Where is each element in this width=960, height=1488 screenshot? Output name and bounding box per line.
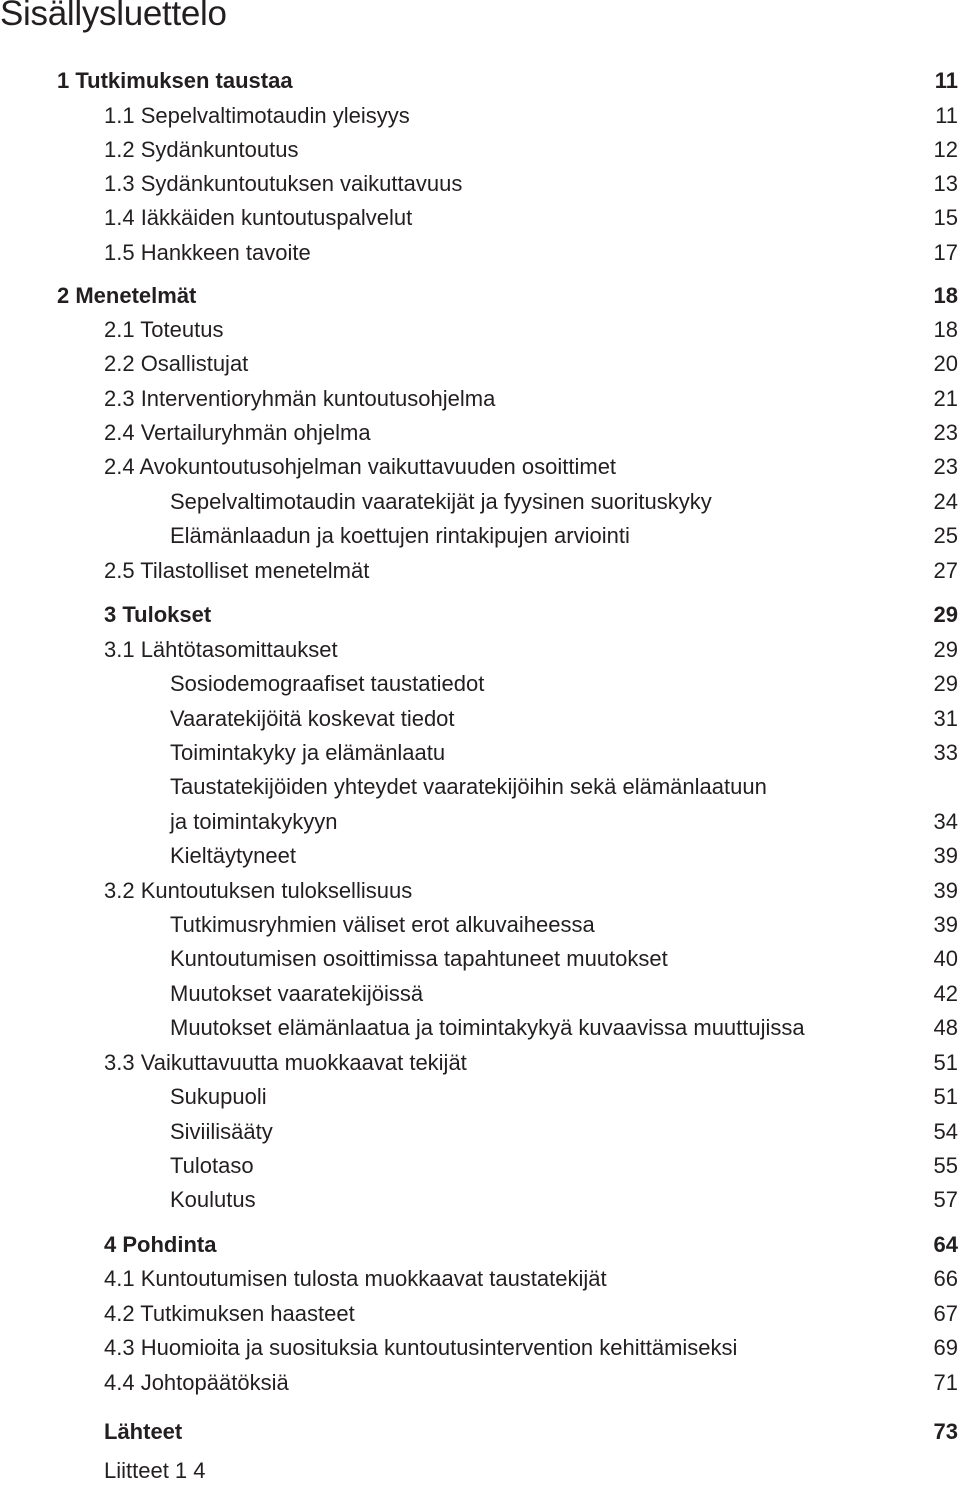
toc-subsection[interactable]: [0, 1115, 960, 1149]
toc-page-number: 23: [933, 454, 958, 479]
toc-entry-label: Tutkimusryhmien väliset erot alkuvaiheessa: [170, 912, 595, 937]
toc-entry-label: 1.1 Sepelvaltimotaudin yleisyys: [104, 103, 410, 128]
toc-entry-label: 2.1 Toteutus: [104, 317, 224, 342]
toc-entry-label: Taustatekijöiden yhteydet vaaratekijöihin sekä elämänlaatuun: [170, 774, 767, 799]
toc-page-number: 42: [933, 981, 958, 1006]
toc-page-number: 27: [933, 558, 958, 583]
toc-page-number: 20: [933, 351, 958, 376]
toc-references[interactable]: [0, 1415, 960, 1449]
toc-section-2-1[interactable]: [0, 313, 960, 347]
toc-page-number: 11: [934, 68, 958, 93]
toc-page-number: 29: [933, 602, 958, 627]
toc-subsection[interactable]: [0, 977, 960, 1011]
toc-page-number: 23: [933, 420, 958, 445]
toc-subsection[interactable]: [0, 839, 960, 873]
toc-section-2-4b[interactable]: [0, 450, 960, 484]
toc-page-number: 66: [933, 1266, 958, 1291]
toc-page-number: 18: [933, 283, 958, 308]
toc-entry-label: Sosiodemograafiset taustatiedot: [170, 671, 485, 696]
toc-entry-label: Kieltäytyneet: [170, 843, 296, 868]
toc-subsection[interactable]: [0, 908, 960, 942]
toc-page-number: 29: [933, 671, 958, 696]
toc-page-number: 55: [933, 1153, 958, 1178]
toc-page-number: 51: [933, 1084, 958, 1109]
toc-entry-label: ja toimintakykyyn: [170, 809, 338, 834]
toc-subsection[interactable]: [0, 667, 960, 701]
toc-entry-label: 4.4 Johtopäätöksiä: [104, 1370, 289, 1395]
toc-section-2-5[interactable]: [0, 554, 960, 588]
toc-page-number: 57: [933, 1187, 958, 1212]
toc-subsection[interactable]: [0, 519, 960, 553]
toc-page-number: 18: [933, 317, 958, 342]
toc-page-number: 39: [933, 843, 958, 868]
toc-chapter-2[interactable]: [0, 279, 960, 313]
toc-page-number: 39: [933, 912, 958, 937]
toc-entry-label: 1.4 Iäkkäiden kuntoutuspalvelut: [104, 205, 413, 230]
toc-subsection[interactable]: [0, 805, 960, 839]
toc-entry-label: 3 Tulokset: [104, 602, 212, 627]
toc-section-1-3[interactable]: [0, 167, 960, 201]
toc-section-1-2[interactable]: [0, 133, 960, 167]
toc-subsection[interactable]: [0, 1183, 960, 1217]
toc-section-2-2[interactable]: [0, 347, 960, 381]
toc-section-4-4[interactable]: [0, 1366, 960, 1400]
toc-entry-label: Vaaratekijöitä koskevat tiedot: [170, 706, 455, 731]
toc-entry-label: 3.2 Kuntoutuksen tuloksellisuus: [104, 878, 413, 903]
toc-section-3-3[interactable]: [0, 1046, 960, 1080]
toc-section-4-3[interactable]: [0, 1331, 960, 1365]
toc-entry-label: Liitteet 1 4: [104, 1458, 206, 1483]
toc-entry-label: Elämänlaadun ja koettujen rintakipujen arviointi: [170, 523, 630, 548]
toc-page-number: 21: [933, 386, 958, 411]
toc-page-number: 33: [933, 740, 958, 765]
toc-page-number: 64: [933, 1232, 958, 1257]
toc-entry-label: Sukupuoli: [170, 1084, 267, 1109]
toc-page-number: 11: [935, 103, 958, 128]
toc-subsection[interactable]: [0, 770, 960, 804]
toc-entry-label: Muutokset vaaratekijöissä: [170, 981, 424, 1006]
toc-entry-label: 1.2 Sydänkuntoutus: [104, 137, 299, 162]
toc-page-number: 12: [933, 137, 958, 162]
toc-entry-label: Tulotaso: [170, 1153, 254, 1178]
toc-page-number: 40: [933, 946, 958, 971]
toc-chapter-3[interactable]: [0, 598, 960, 632]
toc-entry-label: Toimintakyky ja elämänlaatu: [170, 740, 446, 765]
toc-page-number: 54: [933, 1119, 958, 1144]
toc-entry-label: 4.3 Huomioita ja suosituksia kuntoutusintervention kehittämiseksi: [104, 1335, 738, 1360]
toc-section-1-1[interactable]: [0, 99, 960, 133]
toc-page-number: 13: [933, 171, 958, 196]
toc-section-4-1[interactable]: [0, 1262, 960, 1296]
toc-subsection[interactable]: [0, 485, 960, 519]
toc-page-number: 29: [933, 637, 958, 662]
toc-entry-label: Kuntoutumisen osoittimissa tapahtuneet muutokset: [170, 946, 668, 971]
toc-entry-label: 3.1 Lähtötasomittaukset: [104, 637, 338, 662]
toc-entry-label: 4 Pohdinta: [104, 1232, 217, 1257]
page-title: Sisällysluettelo: [0, 0, 227, 33]
toc-page-number: 31: [933, 706, 958, 731]
toc-section-1-4[interactable]: [0, 201, 960, 235]
toc-section-3-2[interactable]: [0, 874, 960, 908]
toc-page-number: 39: [933, 878, 958, 903]
toc-section-3-1[interactable]: [0, 633, 960, 667]
toc-page-number: 34: [933, 809, 958, 834]
toc-entry-label: 3.3 Vaikuttavuutta muokkaavat tekijät: [104, 1050, 467, 1075]
toc-entry-label: Koulutus: [170, 1187, 256, 1212]
toc-entry-label: 2.3 Interventioryhmän kuntoutusohjelma: [104, 386, 496, 411]
toc-section-2-3[interactable]: [0, 382, 960, 416]
toc-subsection[interactable]: [0, 736, 960, 770]
toc-section-4-2[interactable]: [0, 1297, 960, 1331]
toc-entry-label: Sepelvaltimotaudin vaaratekijät ja fyysinen suorituskyky: [170, 489, 712, 514]
toc-entry-label: 1.5 Hankkeen tavoite: [104, 240, 311, 265]
toc-subsection[interactable]: [0, 1149, 960, 1183]
toc-entry-label: Siviilisääty: [170, 1119, 273, 1144]
toc-entry-label: Muutokset elämänlaatua ja toimintakykyä kuvaavissa muuttujissa: [170, 1015, 805, 1040]
toc-entry-label: 2.4 Avokuntoutusohjelman vaikuttavuuden osoittimet: [104, 454, 617, 479]
toc-entry-label: 4.2 Tutkimuksen haasteet: [104, 1301, 355, 1326]
toc-entry-label: 2.5 Tilastolliset menetelmät: [104, 558, 370, 583]
toc-page-number: 24: [933, 489, 958, 514]
toc-subsection[interactable]: [0, 942, 960, 976]
toc-subsection[interactable]: [0, 1011, 960, 1045]
toc-chapter-4[interactable]: [0, 1228, 960, 1262]
toc-page-number: 67: [933, 1301, 958, 1326]
toc-subsection[interactable]: [0, 1080, 960, 1114]
toc-entry-label: 2.2 Osallistujat: [104, 351, 249, 376]
toc-page-number: 69: [933, 1335, 958, 1360]
toc-page-number: 15: [933, 205, 958, 230]
toc-page-number: 71: [933, 1370, 958, 1395]
toc-page-number: 51: [933, 1050, 958, 1075]
toc-page-number: 17: [933, 240, 958, 265]
toc-chapter-1[interactable]: [0, 64, 960, 98]
toc-entry-label: 4.1 Kuntoutumisen tulosta muokkaavat taustatekijät: [104, 1266, 607, 1291]
toc-page-number: 48: [933, 1015, 958, 1040]
toc-entry-label: 2.4 Vertailuryhmän ohjelma: [104, 420, 371, 445]
toc-entry-label: 1.3 Sydänkuntoutuksen vaikuttavuus: [104, 171, 463, 196]
toc-page-number: 25: [933, 523, 958, 548]
toc-page-number: 73: [933, 1419, 958, 1444]
toc-subsection[interactable]: [0, 702, 960, 736]
toc-section-1-5[interactable]: [0, 236, 960, 270]
toc-section-2-4[interactable]: [0, 416, 960, 450]
toc-entry-label: 2 Menetelmät: [57, 283, 197, 308]
toc-entry-label: Lähteet: [104, 1419, 183, 1444]
toc-entry-label: 1 Tutkimuksen taustaa: [57, 68, 293, 93]
